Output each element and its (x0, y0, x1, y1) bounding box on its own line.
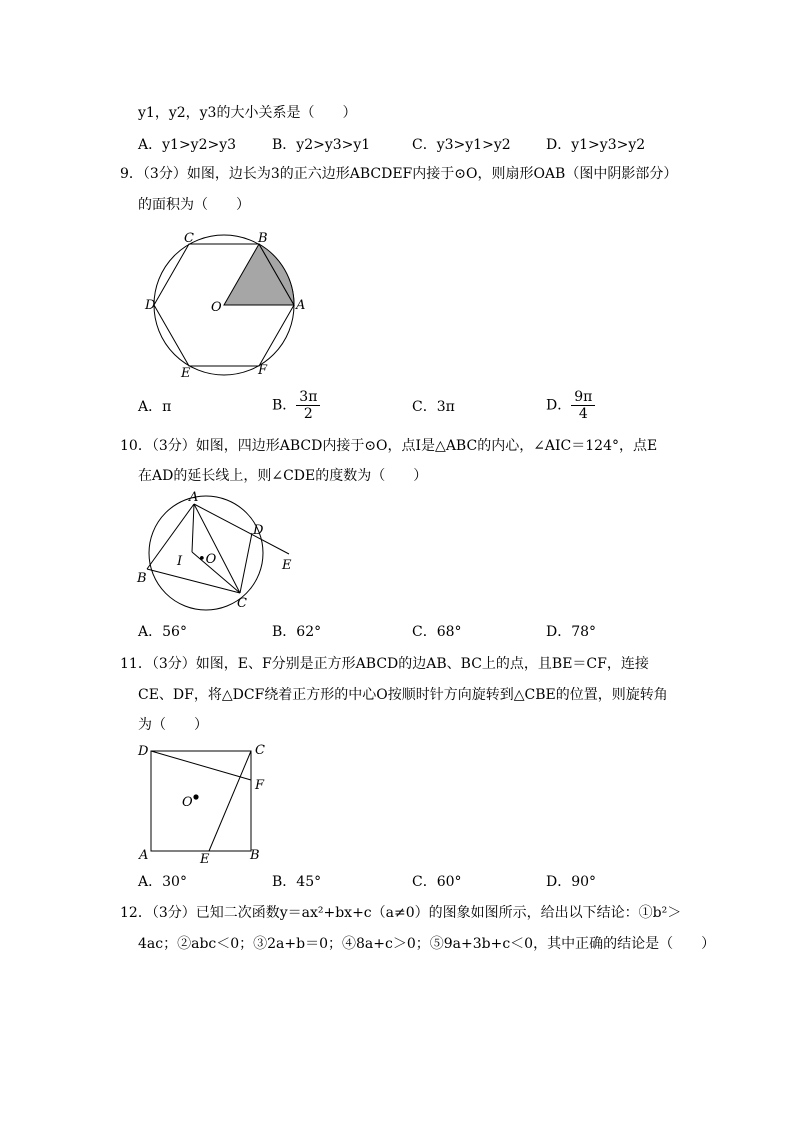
q9-stem-line1: 9．（3分）如图，边长为3的正六边形ABCDEF内接于⊙O，则扇形OAB（图中阴影部分） (120, 166, 678, 182)
q9-label-d: D (145, 298, 156, 313)
q10-option-c[interactable]: C．68° (412, 624, 462, 640)
q11-label-e: E (200, 852, 210, 867)
q10-label-d: D (253, 523, 264, 538)
q11-label-f: F (255, 778, 265, 793)
q12-stem-line1: 12．（3分）已知二次函数y＝ax²+bx+c（a≠0）的图象如图所示，给出以下结论：①b²＞ (120, 905, 682, 921)
q9-label-o: O (211, 300, 222, 315)
q11-option-d[interactable]: D．90° (546, 874, 597, 890)
q9-figure-hexagon-circle (140, 228, 315, 383)
q11-label-c: C (255, 743, 265, 758)
q11-option-c[interactable]: C．60° (412, 874, 462, 890)
q8-stem-tail: y1，y2，y3的大小关系是（ ） (138, 105, 357, 121)
q10-label-b: B (137, 571, 147, 586)
q10-stem-line2: 在AD的延长线上，则∠CDE的度数为（ ） (138, 468, 428, 484)
q10-option-b[interactable]: B．62° (272, 624, 322, 640)
q9-label-e: E (181, 366, 191, 381)
q9-label-c: C (184, 231, 194, 246)
q11-label-a: A (139, 848, 149, 863)
q11-label-b: B (250, 848, 260, 863)
q12-stem-line2: 4ac；②abc＜0；③2a+b＝0；④8a+c＞0；⑤9a+3b+c＜0，其中正确的结论是（ ） (138, 936, 716, 952)
q8-option-c[interactable]: C．y3>y1>y2 (412, 137, 511, 153)
q10-segment-ade (194, 504, 289, 554)
q11-stem-line1: 11．（3分）如图，E、F分别是正方形ABCD的边AB、BC上的点，且BE＝CF，连接 (120, 656, 649, 672)
q11-figure-square (134, 740, 274, 868)
q11-option-a[interactable]: A．30° (138, 874, 187, 890)
q11-label-d: D (138, 744, 149, 759)
q11-center-dot (193, 794, 198, 799)
q10-stem-line1: 10．（3分）如图，四边形ABCD内接于⊙O，点I是△ABC的内心，∠AIC＝124°，点E (120, 438, 658, 454)
q9-option-c[interactable]: C．3π (412, 399, 455, 415)
q9-option-a[interactable]: A．π (138, 399, 172, 415)
q10-label-e: E (282, 558, 292, 573)
q11-option-b[interactable]: B．45° (272, 874, 322, 890)
q10-label-a: A (189, 490, 199, 505)
q9-option-d[interactable]: D． $\frac{9\pi}{4}$ (546, 389, 595, 422)
q10-label-c: C (237, 596, 247, 611)
q11-stem-line3: 为（ ） (138, 717, 208, 733)
q11-label-o: O (182, 795, 193, 810)
q9-label-f: F (258, 363, 268, 378)
q11-stem-line2: CE、DF，将△DCF绕着正方形的中心O按顺时针方向旋转到△CBE的位置，则旋转角 (138, 687, 668, 703)
q10-segment-cd (240, 533, 252, 593)
q8-option-a[interactable]: A．y1>y2>y3 (138, 137, 237, 153)
q9-stem-line2: 的面积为（ ） (138, 197, 250, 213)
q9-option-b[interactable]: B． $\frac{3\pi}{2}$ (272, 389, 320, 422)
q11-segment-ce (209, 751, 251, 851)
q9-label-a: A (296, 298, 306, 313)
q11-segment-df (151, 751, 251, 780)
q10-segment-ac (194, 504, 240, 593)
q10-segment-ab (147, 504, 194, 569)
q9-label-b: B (258, 231, 268, 246)
q10-label-i: I (177, 554, 183, 569)
q10-option-a[interactable]: A．56° (138, 624, 187, 640)
q9-option-d-fraction: $\frac{9\pi}{4}$ (571, 389, 595, 422)
q8-option-b[interactable]: B．y2>y3>y1 (272, 137, 371, 153)
q10-label-o: •O (198, 552, 217, 567)
q10-figure-cyclic-quadrilateral (132, 490, 300, 612)
q8-option-d[interactable]: D．y1>y3>y2 (546, 137, 646, 153)
q9-option-b-fraction: $\frac{3\pi}{2}$ (296, 389, 320, 422)
q10-segment-ai (192, 504, 194, 552)
q10-option-d[interactable]: D．78° (546, 624, 597, 640)
